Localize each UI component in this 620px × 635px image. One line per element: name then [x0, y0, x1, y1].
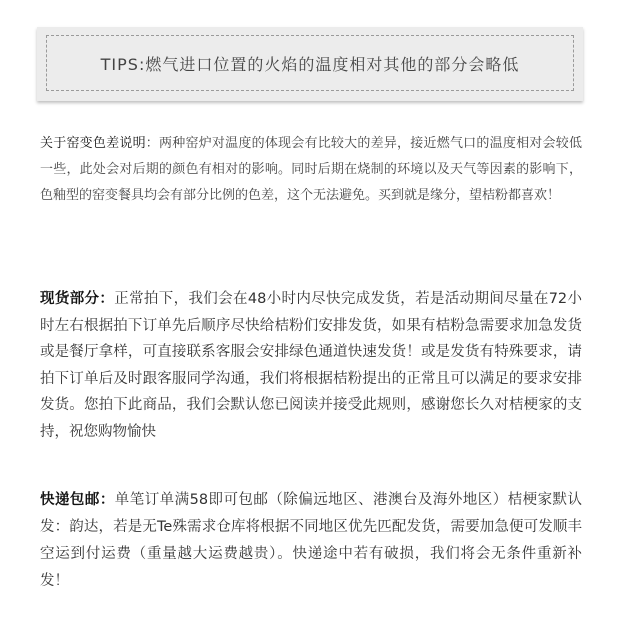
in-stock-label: 现货部分： — [40, 291, 115, 307]
color-difference-text: ：两种窑炉对温度的体现会有比较大的差异，接近燃气口的温度相对会较低一些，此处会对后期的颜色有相对的影响。同时后期在烧制的环境以及天气等因素的影响下，色釉型的窑变餐具均会有部分比例的色差，这个无法避免。买到就是缘分，望桔粉都喜欢！ — [40, 136, 582, 203]
tips-dashed-frame — [46, 35, 574, 91]
in-stock-section — [40, 286, 582, 445]
color-difference-section — [40, 131, 582, 209]
shipping-label: 快递包邮： — [40, 492, 115, 508]
shipping-section — [40, 487, 582, 595]
color-difference-label: 关于窑变色差说明 — [40, 136, 146, 151]
tips-banner — [37, 27, 583, 101]
shipping-text: 单笔订单满58即可包邮（除偏远地区、港澳台及海外地区）桔梗家默认发：韵达，若是无Te殊需求仓库将根据不同地区优先匹配发货，需要加急便可发顺丰空运到付运费（重量越大运费越贵）。快递途中若有破损，我们将会无条件重新补发！ — [40, 492, 582, 589]
in-stock-text: 正常拍下，我们会在48小时内尽快完成发货，若是活动期间尽量在72小时左右根据拍下订单先后顺序尽快给桔粉们安排发货，如果有桔粉急需要求加急发货或是餐厅拿样，可直接联系客服会安排绿色通道快速发货！或是发货有特殊要求，请拍下订单后及时跟客服同学沟通，我们将根据桔粉提出的正常且可以满足的要求安排发货。您拍下此商品，我们会默认您已阅读并接受此规则，感谢您长久对桔梗家的支持，祝您购物愉快 — [40, 291, 582, 440]
tips-text: TIPS:燃气进口位置的火焰的温度相对其他的部分会略低 — [100, 54, 520, 74]
